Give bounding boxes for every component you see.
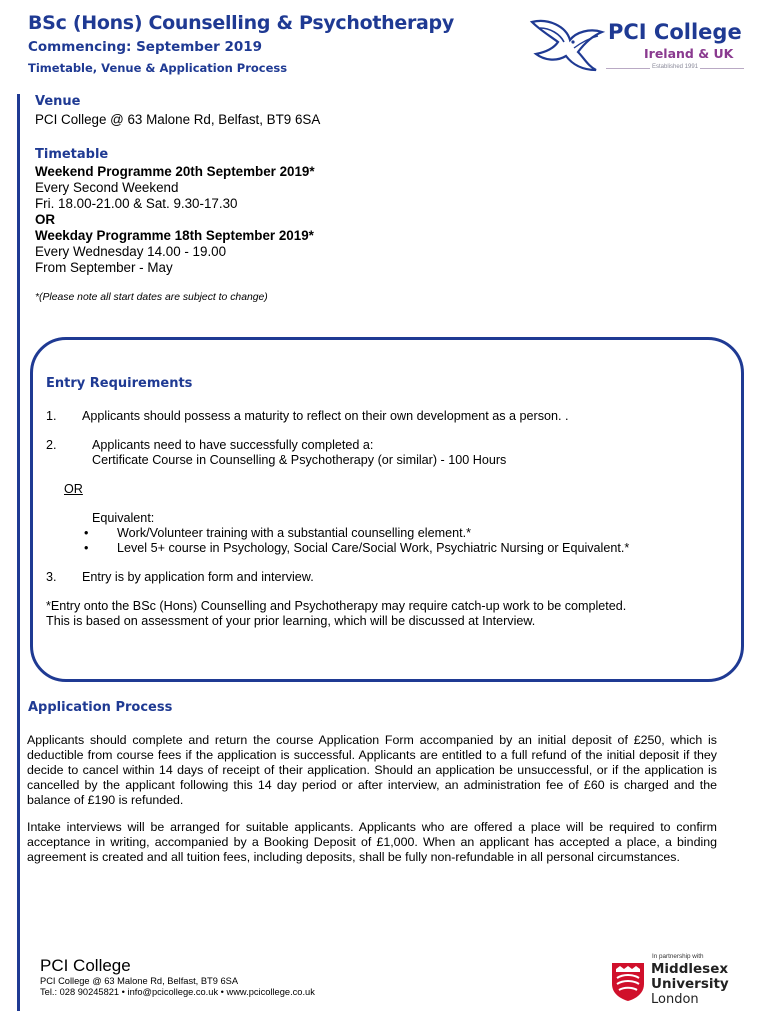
venue-heading: Venue — [35, 94, 81, 109]
requirement-or: OR — [64, 482, 83, 496]
commencing-date: Commencing: September 2019 — [28, 39, 263, 55]
partner-name-line1: Middlesex — [651, 961, 729, 977]
requirement-maturity: Applicants should possess a maturity to reflect on their own development as a person. . — [82, 409, 569, 423]
document-subtitle: Timetable, Venue & Application Process — [28, 61, 288, 75]
weekday-season: From September - May — [35, 260, 173, 275]
bullet-icon: • — [84, 526, 89, 540]
logo-established: Established 1991 — [652, 64, 699, 70]
application-deposit-paragraph: Applicants should complete and return the course Application Form accompanied by an initial deposit of £250, which is deductible from course fees if the application is successful. Applicants are entitled to a full refund of the initial deposit if they decide to cancel within 14 days of receipt of their application. Should an application be unsuccessful, or if the application is cancelled by the applicant following this 14 day period or after interview, an administration fee of £60 is charged and the balance of £190 is refunded. — [27, 733, 717, 807]
logo-divider — [606, 68, 650, 69]
requirement-certificate-intro: Applicants need to have successfully completed a: — [92, 438, 374, 452]
logo-region: Ireland & UK — [644, 46, 734, 61]
partnership-label: In partnership with — [652, 953, 704, 960]
timetable-or: OR — [35, 212, 56, 227]
requirement-number: 2. — [46, 438, 57, 452]
weekend-programme-title: Weekend Programme 20th September 2019* — [35, 164, 315, 179]
catch-up-note: *Entry onto the BSc (Hons) Counselling and Psychotherapy may require catch-up work to be completed. — [46, 599, 627, 613]
middlesex-shield-icon — [611, 962, 645, 1002]
weekday-times: Every Wednesday 14.00 - 19.00 — [35, 244, 227, 259]
logo-college-name: PCI College — [608, 20, 742, 44]
application-process-heading: Application Process — [28, 700, 173, 715]
requirement-equivalent: Equivalent: — [92, 511, 155, 525]
partner-name-line3: London — [651, 992, 699, 1007]
requirement-work-volunteer: Work/Volunteer training with a substantial counselling element.* — [117, 526, 471, 540]
prior-learning-note: This is based on assessment of your prior learning, which will be discussed at Interview. — [46, 614, 536, 628]
weekend-frequency: Every Second Weekend — [35, 180, 179, 195]
bullet-icon: • — [84, 541, 89, 555]
timetable-heading: Timetable — [35, 147, 109, 162]
weekday-programme-title: Weekday Programme 18th September 2019* — [35, 228, 314, 243]
requirement-application-form: Entry is by application form and interview. — [82, 570, 314, 584]
partner-name-line2: University — [651, 976, 729, 992]
document-title: BSc (Hons) Counselling & Psychotherapy — [28, 12, 454, 34]
venue-address: PCI College @ 63 Malone Rd, Belfast, BT9 6SA — [35, 112, 321, 127]
logo-divider — [700, 68, 744, 69]
footer-address: PCI College @ 63 Malone Rd, Belfast, BT9 6SA — [40, 976, 239, 986]
left-accent-bar — [17, 94, 20, 1011]
requirement-number: 1. — [46, 409, 57, 423]
footer-contact: Tel.: 028 90245821 • info@pcicollege.co.uk • www.pcicollege.co.uk — [40, 987, 315, 997]
weekend-times: Fri. 18.00-21.00 & Sat. 9.30-17.30 — [35, 196, 238, 211]
entry-requirements-heading: Entry Requirements — [46, 376, 193, 391]
requirement-certificate-course: Certificate Course in Counselling & Psychotherapy (or similar) - 100 Hours — [92, 453, 507, 467]
dove-logo-icon — [526, 8, 606, 78]
requirement-number: 3. — [46, 570, 57, 584]
intake-interview-paragraph: Intake interviews will be arranged for suitable applicants. Applicants who are offered a place will be required to confirm acceptance in writing, accompanied by a Booking Deposit of £1,000. When an applicant has accepted a place, a binding agreement is created and all tuition fees, including deposits, shall be fully non-refundable in all personal circumstances. — [27, 820, 717, 864]
requirement-level5: Level 5+ course in Psychology, Social Care/Social Work, Psychiatric Nursing or Equivalent.* — [117, 541, 630, 555]
footer-college-name: PCI College — [40, 956, 131, 975]
start-date-note: *(Please note all start dates are subject to change) — [35, 292, 268, 303]
